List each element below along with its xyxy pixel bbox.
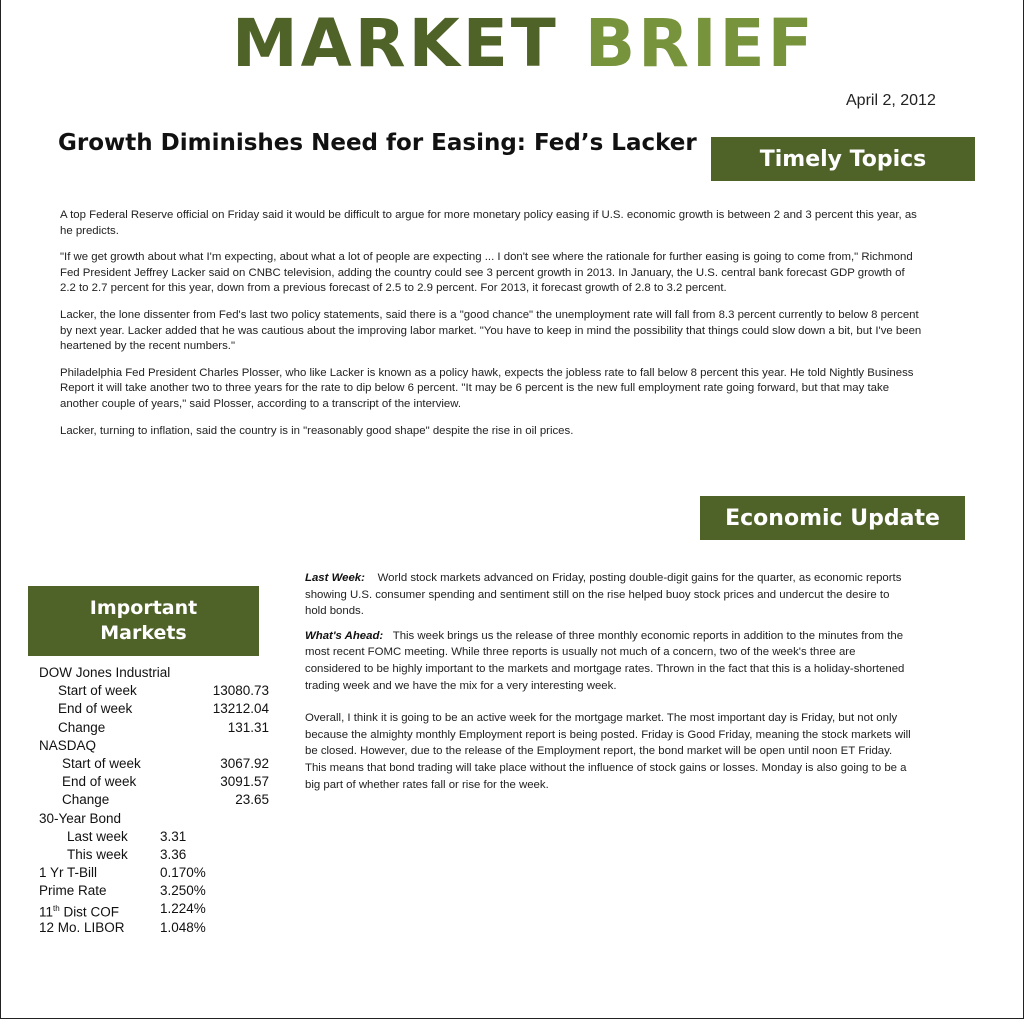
last-week-paragraph	[305, 570, 913, 620]
article-paragraph: Philadelphia Fed President Charles Plosser, who like Lacker is known as a policy hawk, expects the jobless rate to fall below 8 percent this year. He told Nightly Business Report it will take another two to three years for the rate to dip below 6 percent. "It may be 6 percent is the new full employment rate going forward, but that may take another couple of years," said Plosser, according to a transcript of the interview.	[60, 366, 914, 410]
nasdaq-start-label: Start of week	[62, 755, 141, 771]
issue-date: April 2, 2012	[846, 92, 936, 109]
tbill-row	[39, 864, 269, 882]
dow-start-label: Start of week	[58, 683, 137, 699]
article-headline: Growth Diminishes Need for Easing: Fed’s Lacker	[58, 130, 697, 156]
nasdaq-end-label: End of week	[62, 774, 137, 790]
cof-label-number: 11	[39, 904, 54, 920]
whats-ahead-text: This week brings us the release of three monthly economic reports in addition to the minutes from the most recent FOMC meeting. While three reports is usually not much of a concern, two of the week's three are considered to be highly important to the markets and mortgage rates. Thrown in the fact that this is a holiday-shortened trading week and we have the mix for a very interesting week.	[305, 629, 905, 692]
important-markets-title: Important Markets	[89, 597, 198, 644]
tbill-value: 0.170%	[160, 865, 206, 881]
nasdaq-change-value: 23.65	[235, 792, 269, 808]
cof-label-text: Dist COF	[59, 904, 119, 920]
economic-update-body	[305, 570, 913, 801]
article-body	[60, 208, 922, 450]
libor-value: 1.048%	[160, 919, 206, 935]
nasdaq-start-row	[39, 755, 269, 773]
article-paragraph: Lacker, turning to inflation, said the country is in "reasonably good shape" despite the rise in oil prices.	[60, 424, 574, 437]
economic-update-banner: Economic Update	[700, 496, 965, 540]
nasdaq-label: NASDAQ	[39, 737, 97, 753]
dow-change-label: Change	[58, 719, 106, 735]
last-week-text: World stock markets advanced on Friday, posting double-digit gains for the quarter, as economic reports showing U.S. consumer spending and sentiment still on the rise helped buoy stock prices and undercut the desire to hold bonds.	[305, 572, 902, 618]
nasdaq-header-row	[39, 737, 269, 755]
bond-this-value: 3.36	[160, 846, 187, 862]
libor-label: 12 Mo. LIBOR	[39, 919, 125, 935]
important-markets-banner	[28, 586, 259, 656]
nasdaq-change-label: Change	[62, 792, 110, 808]
nasdaq-start-value: 3067.92	[220, 755, 269, 771]
bond-this-row	[39, 846, 269, 864]
dow-change-value: 131.31	[227, 719, 269, 735]
overall-paragraph: Overall, I think it is going to be an active week for the mortgage market. The most important day is Friday, but not only because the almighty monthly Employment report is being posted. Friday is Good Friday, meaning the stock markets will be closed. However, due to the release of the Employment report, the bond market will be open until noon ET Friday. This means that bond trading will take place without the influence of stock gains or losses. Monday is also going to be a big part of whether rates fall or rise for the week.	[305, 712, 911, 791]
cof-label-suffix: th	[53, 904, 60, 914]
dow-end-row	[39, 700, 269, 718]
markets-table	[39, 664, 269, 937]
whats-ahead-label: What's Ahead:	[305, 629, 384, 642]
bond-this-label: This week	[67, 846, 128, 862]
tbill-label: 1 Yr T-Bill	[39, 865, 98, 881]
nasdaq-end-row	[39, 773, 269, 791]
article-paragraph: A top Federal Reserve official on Friday said it would be difficult to argue for more monetary policy easing if U.S. economic growth is between 2 and 3 percent this year, as he predicts.	[60, 209, 917, 237]
dow-start-value: 13080.73	[212, 683, 269, 699]
bond-last-label: Last week	[67, 828, 128, 844]
prime-row	[39, 882, 269, 900]
article-paragraph: Lacker, the lone dissenter from Fed's last two policy statements, said there is a "good chance" the unemployment rate will fall from 8.3 percent currently to below 8 percent by next year. Lacker added that he was cautious about the improving labor market. "You have to keep in mind the possibility that things could slow down a bit, but I've been heartened by the recent numbers."	[60, 308, 922, 353]
bond-header-row	[39, 810, 269, 828]
dow-header-row	[39, 664, 269, 682]
masthead-word-brief: BRIEF	[584, 5, 816, 82]
cof-row	[39, 900, 269, 918]
libor-row	[39, 919, 269, 937]
bond-label: 30-Year Bond	[39, 810, 122, 826]
bond-last-row	[39, 828, 269, 846]
cof-value: 1.224%	[160, 901, 206, 917]
prime-value: 3.250%	[160, 883, 206, 899]
dow-change-row	[39, 719, 269, 737]
article-paragraph: "If we get growth about what I'm expecting, about what a lot of people are expecting ... I don't see where the rationale for further easing is going to come from," Richmond Fed President Jeffrey Lacker said on CNBC television, adding the country could see 3 percent growth in 2013. In January, the U.S. central bank forecast GDP growth of 2.2 to 2.7 percent for this year, down from a previous forecast of 2.5 to 2.9 percent. For 2013, it forecast growth of 2.8 to 3.2 percent.	[60, 251, 913, 295]
dow-end-value: 13212.04	[212, 701, 269, 717]
dow-start-row	[39, 682, 269, 700]
bond-last-value: 3.31	[160, 828, 187, 844]
prime-label: Prime Rate	[39, 883, 107, 899]
dow-label: DOW Jones Industrial	[39, 665, 171, 680]
dow-end-label: End of week	[58, 701, 133, 717]
masthead-word-market: MARKET	[232, 5, 559, 82]
nasdaq-change-row	[39, 791, 269, 809]
whats-ahead-paragraph	[305, 628, 913, 694]
nasdaq-end-value: 3091.57	[220, 774, 269, 790]
timely-topics-banner: Timely Topics	[711, 137, 975, 181]
last-week-label: Last Week:	[305, 572, 365, 584]
masthead	[232, 6, 816, 82]
